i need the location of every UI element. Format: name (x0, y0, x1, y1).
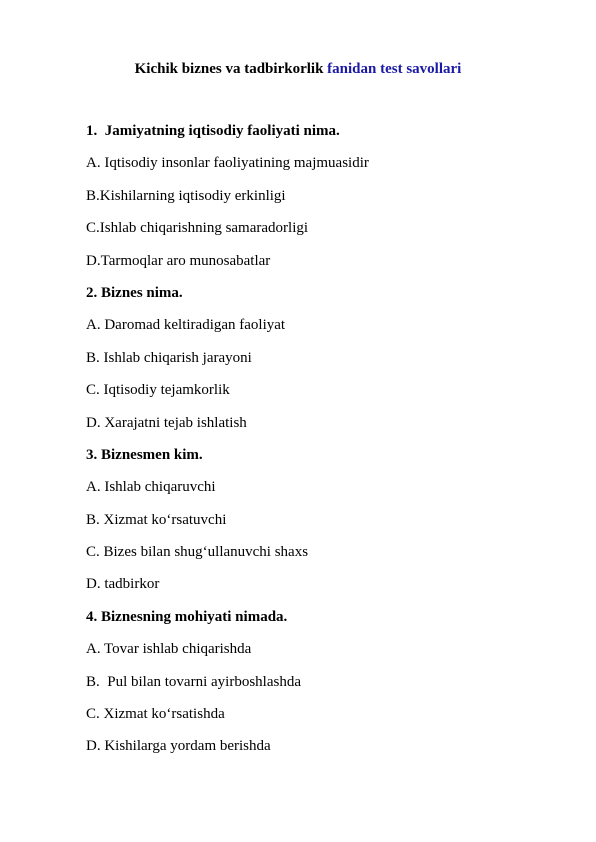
page-title (0, 61, 596, 78)
answer-option: A. Ishlab chiqaruvchi (86, 479, 216, 496)
answer-option: D. Kishilarga yordam berishda (86, 738, 271, 755)
question-block (86, 446, 566, 608)
answer-option: B.Kishilarning iqtisodiy erkinligi (86, 187, 286, 204)
question-text: 2. Biznes nima. (86, 284, 183, 301)
question-text: 3. Biznesmen kim. (86, 446, 203, 463)
question-list (86, 122, 566, 770)
answer-option: D.Tarmoqlar aro munosabatlar (86, 252, 271, 269)
question-block (86, 284, 566, 446)
answer-option: D. Xarajatni tejab ishlatish (86, 414, 247, 431)
answer-option: C. Iqtisodiy tejamkorlik (86, 382, 230, 399)
answer-option: C.Ishlab chiqarishning samaradorligi (86, 220, 309, 237)
answer-option: A. Tovar ishlab chiqarishda (86, 641, 252, 658)
answer-option: C. Xizmat ko‘rsatishda (86, 706, 225, 723)
question-text: 1. Jamiyatning iqtisodiy faoliyati nima. (86, 123, 340, 139)
question-block (86, 122, 566, 284)
question-block (86, 608, 566, 770)
answer-option: B. Xizmat ko‘rsatuvchi (86, 511, 227, 528)
answer-option: B. Ishlab chiqarish jarayoni (86, 349, 252, 366)
title-main: Kichik biznes va tadbirkorlik (134, 61, 328, 77)
answer-option: B. Pul bilan tovarni ayirboshlashda (86, 673, 301, 690)
answer-option: C. Bizes bilan shug‘ullanuvchi shaxs (86, 544, 309, 561)
answer-option: A. Iqtisodiy insonlar faoliyatining majmuasidir (86, 155, 369, 172)
answer-option: A. Daromad keltiradigan faoliyat (86, 317, 286, 334)
question-text: 4. Biznesning mohiyati nimada. (86, 608, 288, 625)
answer-option: D. tadbirkor (86, 576, 160, 593)
title-accent: fanidan test savollari (327, 61, 462, 77)
